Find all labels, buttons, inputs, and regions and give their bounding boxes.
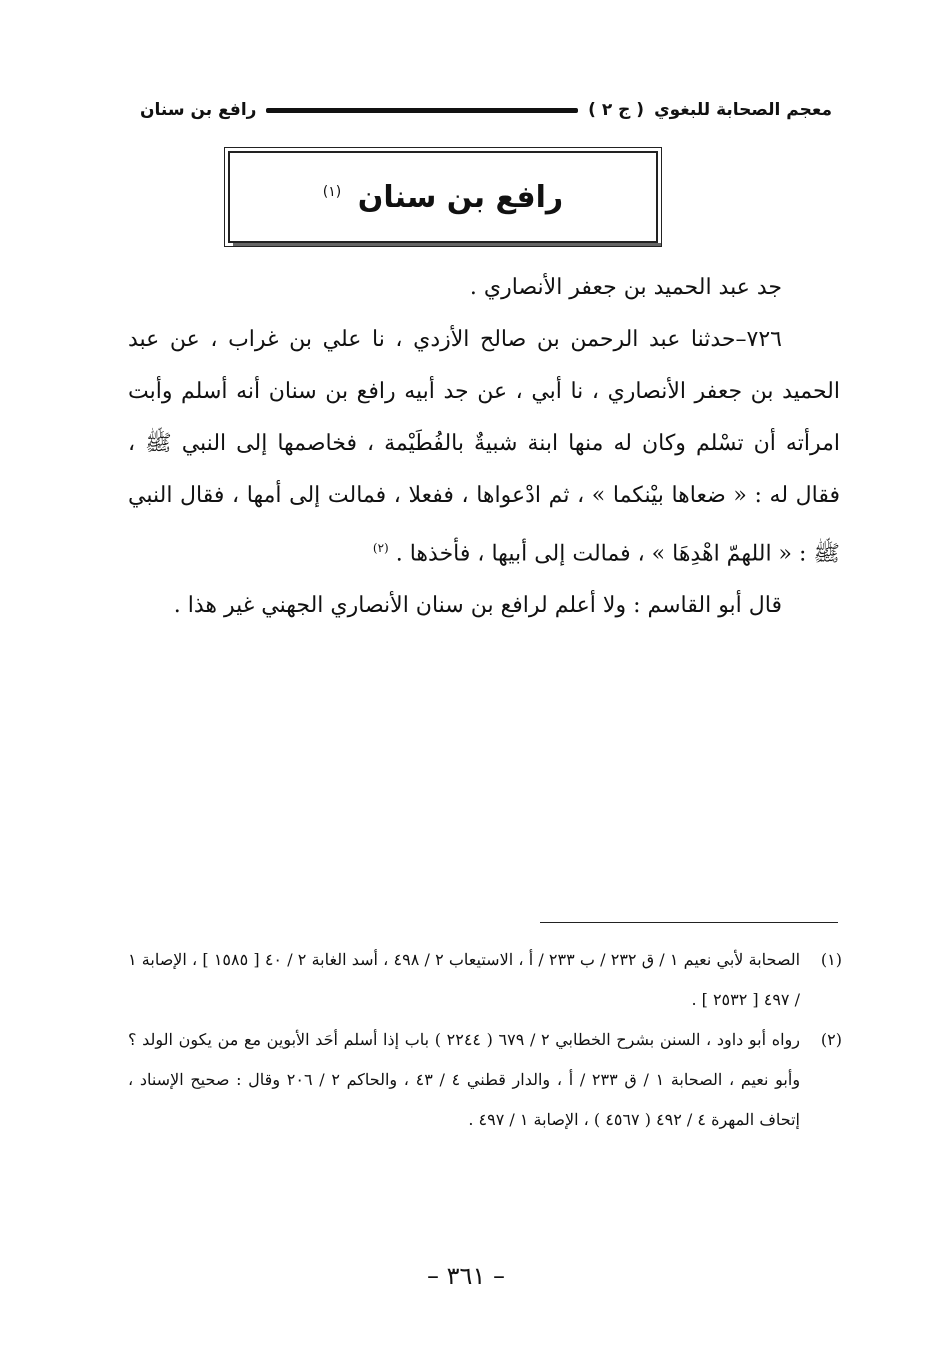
- footnote-separator: [540, 922, 838, 923]
- entry-title-text: رافع بن سنان: [357, 179, 564, 215]
- entry-title-box: [228, 151, 658, 243]
- footnotes: [128, 940, 842, 1140]
- footnote-text: الصحابة لأبي نعيم ١ / ق ٢٣٢ / ب ٢٣٣ / أ ، الاستيعاب ٢ / ٤٩٨ ، أسد الغابة ٢ / ٤٠ [ ١٥٨٥ ] ، الإصابة ١ / ٤٩٧ [ ٢٥٣٢ ] .: [128, 950, 801, 1009]
- hadith-text: ٧٢٦–حدثنا عبد الرحمن بن صالح الأزدي ، نا علي بن غراب ، عن عبد الحميد بن جعفر الأنصاري ، نا أبي ، عن جد أبيه رافع بن سنان أنه أسلم وأبت امرأته أن تسْلم وكان له منها ابنة شبيةٌ بالفُطَيْمة ، فخاصمها إلى النبي ﷺ ، فقال له : « ضعاها بيْنكما » ، ثم ادْعواها ، ففعلا ، فمالت إلى أمها ، فقال النبي ﷺ : « اللهمّ اهْدِهَا » ، فمالت إلى أبيها ، فأخذها .: [128, 327, 840, 567]
- running-title: رافع بن سنان: [140, 100, 257, 120]
- book-title: معجم الصحابة للبغوي: [654, 100, 832, 120]
- entry-title: [323, 180, 563, 215]
- footnote-number: (٢): [820, 1030, 842, 1049]
- entry-title-footnote-ref: (١): [322, 183, 342, 200]
- footnote-number: (١): [820, 950, 842, 969]
- running-header: [140, 93, 832, 127]
- intro-line: جد عبد الحميد بن جعفر الأنصاري .: [469, 275, 782, 300]
- footnote-text: رواه أبو داود ، السنن بشرح الخطابي ٢ / ٦٧٩ ( ٢٢٤٤ ) باب إذا أسلم أحَد الأبوين مع من يكون الولد ؟ وأبو نعيم ، الصحابة ١ / ق ٢٣٣ / أ ، والدار قطني ٤ / ٤٣ ، والحاكم ٢ / ٢٠٦ وقال : صحيح الإسناد ، إتحاف المهرة ٤ / ٤٩٢ ( ٤٥٦٧ ) ، الإصابة ١ / ٤٩٧ .: [128, 1030, 801, 1129]
- footnote-2: [128, 1020, 842, 1140]
- hadith-footnote-ref: (٢): [372, 541, 389, 555]
- volume-label: ( ج ٢ ): [588, 100, 645, 120]
- closing-remark: قال أبو القاسم : ولا أعلم لرافع بن سنان الأنصاري الجهني غير هذا .: [173, 593, 782, 619]
- page-number: – ٣٦١ –: [427, 1262, 505, 1290]
- footnote-1: [128, 940, 842, 1020]
- entry-body: [128, 262, 840, 632]
- header-rule: [266, 108, 578, 113]
- hadith-paragraph: [128, 314, 840, 580]
